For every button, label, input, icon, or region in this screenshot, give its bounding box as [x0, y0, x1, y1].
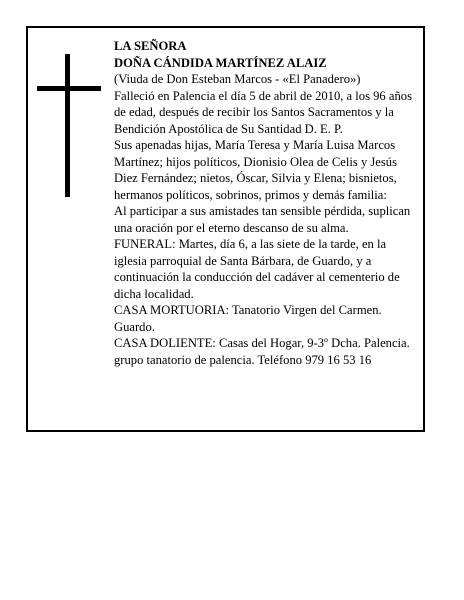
notice-heading-line1: LA SEÑORA	[114, 39, 187, 53]
widow-line: (Viuda de Don Esteban Marcos - «El Panadero»)	[114, 72, 361, 86]
cross-horizontal-bar	[37, 86, 101, 91]
funeral-home-footer: grupo tanatorio de palencia. Teléfono 979 16 53 16	[114, 352, 372, 367]
family-paragraph: Sus apenadas hijas, María Teresa y María Luisa Marcos Martínez; hijos políticos, Dionisio Olea de Celis y Jesús Diez Fernández; nietos, Óscar, Silvia y Elena; bisnietos, hermanos políticos, sobrinos, primos y demás familia:	[114, 138, 397, 202]
latin-cross-icon	[37, 54, 101, 197]
cross-vertical-bar	[65, 54, 70, 197]
prayer-paragraph: Al participar a sus amistades tan sensible pérdida, suplican una oración por el eterno descanso de su alma.	[114, 204, 411, 235]
deceased-name: DOÑA CÁNDIDA MARTÍNEZ ALAIZ	[114, 55, 327, 70]
death-paragraph: Falleció en Palencia el día 5 de abril de 2010, a los 96 años de edad, después de recibir los Santos Sacramentos y la Bendición Apostólica de Su Santidad D. E. P.	[114, 88, 412, 136]
home-paragraph: CASA DOLIENTE: Casas del Hogar, 9-3º Dcha. Palencia.	[114, 336, 410, 350]
obituary-text-block	[114, 38, 418, 368]
funeral-paragraph: FUNERAL: Martes, día 6, a las siete de la tarde, en la iglesia parroquial de Santa Bárbara, de Guardo, y a continuación la conducción del cadáver al cementerio de dicha localidad.	[114, 237, 400, 301]
mortuary-paragraph: CASA MORTUORIA: Tanatorio Virgen del Carmen. Guardo.	[114, 303, 382, 334]
